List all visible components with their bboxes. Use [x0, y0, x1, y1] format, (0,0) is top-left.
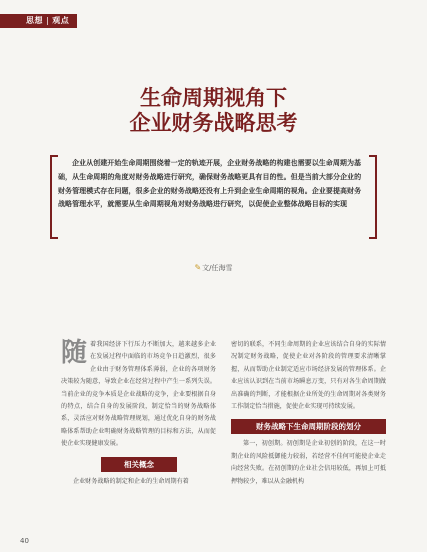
drop-cap: 随 [61, 338, 88, 368]
concepts-paragraph: 企业财务战略的制定和企业的生命周期有着 [73, 477, 189, 485]
title-line-1: 生命周期视角下 [140, 86, 287, 110]
author-byline [0, 263, 427, 273]
continued-paragraph: 密切的联系，不同生命周期的企业应该结合自身的实际情况制定财务战略，促使企业对各阶段的管理要求清晰掌握，从而帮助企业制定适应市场经济发展的管理体系。企业应该认识到在当前市场瞬息万变，只有对各生命周期做出准确的判断，才能根据企业所处的生命周期对各类财务工作制定恰当措施，促使企业实现可持续发展。 [231, 341, 386, 411]
page-number: 40 [20, 537, 29, 545]
startup-stage-paragraph: 第一，初创期。初创期是企业初创的阶段，在这一时期企业的风险抵御能力较弱，若经营不佳何可能使企业走向经营失败。在初创期的企业社会信用较低，再加上可抵押物较少，难以从金融机构 [231, 440, 386, 485]
section-heading-concepts: 相关概念 [101, 457, 177, 472]
intro-paragraph [61, 339, 216, 451]
pen-icon: ✎ [194, 263, 202, 272]
right-column [231, 339, 386, 488]
section-separator: | [46, 16, 50, 25]
abstract-text: 企业从创建开始生命周期围绕着一定的轨迹开展，企业财务战略的构建也需要以生命周期为基础，从生命周期的角度对财务战略进行研究，确保财务战略更具有目的性。但是当前大部分企业的财务管理模式存在问题，很多企业的财务战略还没有上升到企业生命周期的视角。企业要提高财务战略管理水平，就需要从生命周期视角对财务战略进行研究，以促使企业整体战略目标的实现 [58, 159, 362, 209]
abstract-right-bracket [369, 155, 377, 239]
section-label: 思想 [26, 16, 43, 25]
title-line-2: 企业财务战略思考 [129, 111, 298, 135]
section-tag [0, 14, 77, 28]
intro-text: 着我国经济下行压力不断加大，越来越多企业在发展过程中面临的市场竞争日趋激烈，很多企业由于财务管理体系薄弱，企业的各项财务决策较为随意，导致企业在经营过程中产生一系列失误。当前企业的竞争本质是企业战略的竞争，企业要根据自身的特点，结合自身的发展阶段，制定恰当的财务战略体系，灵活应对财务战略管理规划，通过优化自身的财务战略体系帮助企业明确财务战略管理的目标和方法，从而促使企业实现健康发展。 [61, 341, 216, 448]
author-name: 文/任海雪 [202, 264, 233, 272]
abstract-left-bracket [50, 155, 58, 239]
section-heading-stages: 财务战略下生命周期阶段的划分 [231, 419, 386, 434]
category-label: 观点 [52, 16, 70, 25]
left-column [61, 339, 216, 488]
article-title [0, 86, 427, 136]
